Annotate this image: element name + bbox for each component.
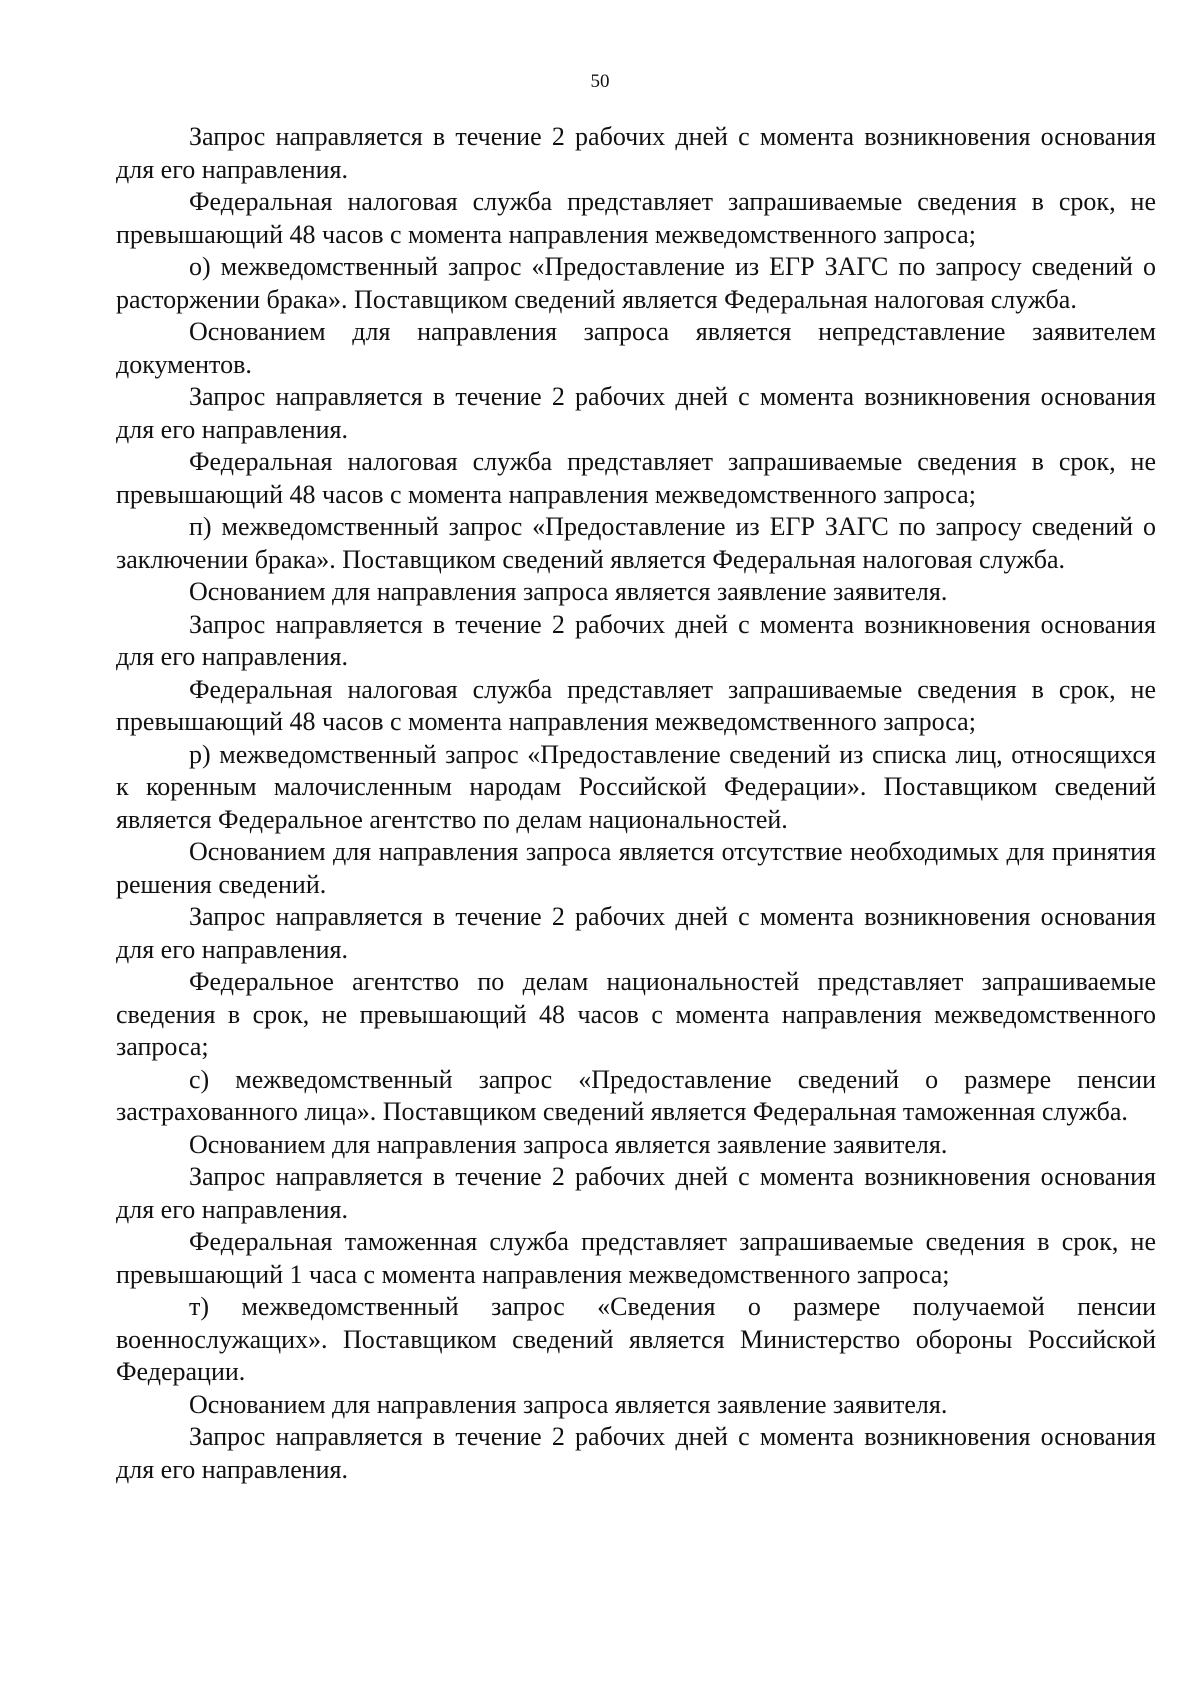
page-number: 50 bbox=[590, 71, 610, 92]
paragraph: о) межведомственный запрос «Предоставление из ЕГР ЗАГС по запросу сведений о расторжении брака». Поставщиком сведений является Федеральная налоговая служба. bbox=[116, 252, 1156, 314]
paragraph: Федеральное агентство по делам национальностей представляет запрашиваемые сведения в срок, не превышающий 48 часов с момента направления межведомственного запроса; bbox=[116, 967, 1156, 1061]
paragraph: п) межведомственный запрос «Предоставление из ЕГР ЗАГС по запросу сведений о заключении брака». Поставщиком сведений является Федеральная налоговая служба. bbox=[116, 512, 1156, 574]
paragraph: р) межведомственный запрос «Предоставление сведений из списка лиц, относящихся к коренным малочисленным народам Российской Федерации». Поставщиком сведений является Федеральное агентство по делам национальностей. bbox=[116, 739, 1156, 834]
paragraph: Основанием для направления запроса является заявление заявителя. bbox=[189, 577, 948, 606]
paragraph: Основанием для направления запроса является заявление заявителя. bbox=[189, 1129, 948, 1159]
paragraph: с) межведомственный запрос «Предоставление сведений о размере пенсии застрахованного лица». Поставщиком сведений является Федеральная таможенная служба. bbox=[116, 1064, 1156, 1126]
paragraph: Запрос направляется в течение 2 рабочих дней с момента возникновения основания для его направления. bbox=[116, 902, 1156, 964]
paragraph: Запрос направляется в течение 2 рабочих дней с момента возникновения основания для его направления. bbox=[116, 382, 1156, 444]
paragraph: т) межведомственный запрос «Сведения о размере получаемой пенсии военнослужащих». Поставщиком сведений является Министерство обороны Российской Федерации. bbox=[116, 1292, 1156, 1386]
paragraph: Запрос направляется в течение 2 рабочих дней с момента возникновения основания для его направления. bbox=[116, 1422, 1156, 1484]
paragraph: Федеральная таможенная служба представляет запрашиваемые сведения в срок, не превышающий 1 часа с момента направления межведомственного запроса; bbox=[116, 1227, 1156, 1289]
paragraph: Федеральная налоговая служба представляет запрашиваемые сведения в срок, не превышающий 48 часов с момента направления межведомственного запроса; bbox=[116, 447, 1156, 509]
paragraph: Федеральная налоговая служба представляет запрашиваемые сведения в срок, не превышающий 48 часов с момента направления межведомственного запроса; bbox=[116, 674, 1156, 736]
paragraph: Основанием для направления запроса является непредставление заявителем документов. bbox=[116, 317, 1156, 379]
paragraph: Федеральная налоговая служба представляет запрашиваемые сведения в срок, не превышающий 48 часов с момента направления межведомственного запроса; bbox=[116, 187, 1156, 249]
paragraph: Запрос направляется в течение 2 рабочих дней с момента возникновения основания для его направления. bbox=[116, 609, 1156, 671]
paragraph: Запрос направляется в течение 2 рабочих дней с момента возникновения основания для его направления. bbox=[116, 1162, 1156, 1224]
document-body bbox=[116, 121, 1156, 1486]
paragraph: Основанием для направления запроса является отсутствие необходимых для принятия решения сведений. bbox=[116, 837, 1156, 899]
paragraph: Запрос направляется в течение 2 рабочих дней с момента возникновения основания для его направления. bbox=[116, 122, 1156, 184]
paragraph: Основанием для направления запроса является заявление заявителя. bbox=[189, 1389, 948, 1419]
